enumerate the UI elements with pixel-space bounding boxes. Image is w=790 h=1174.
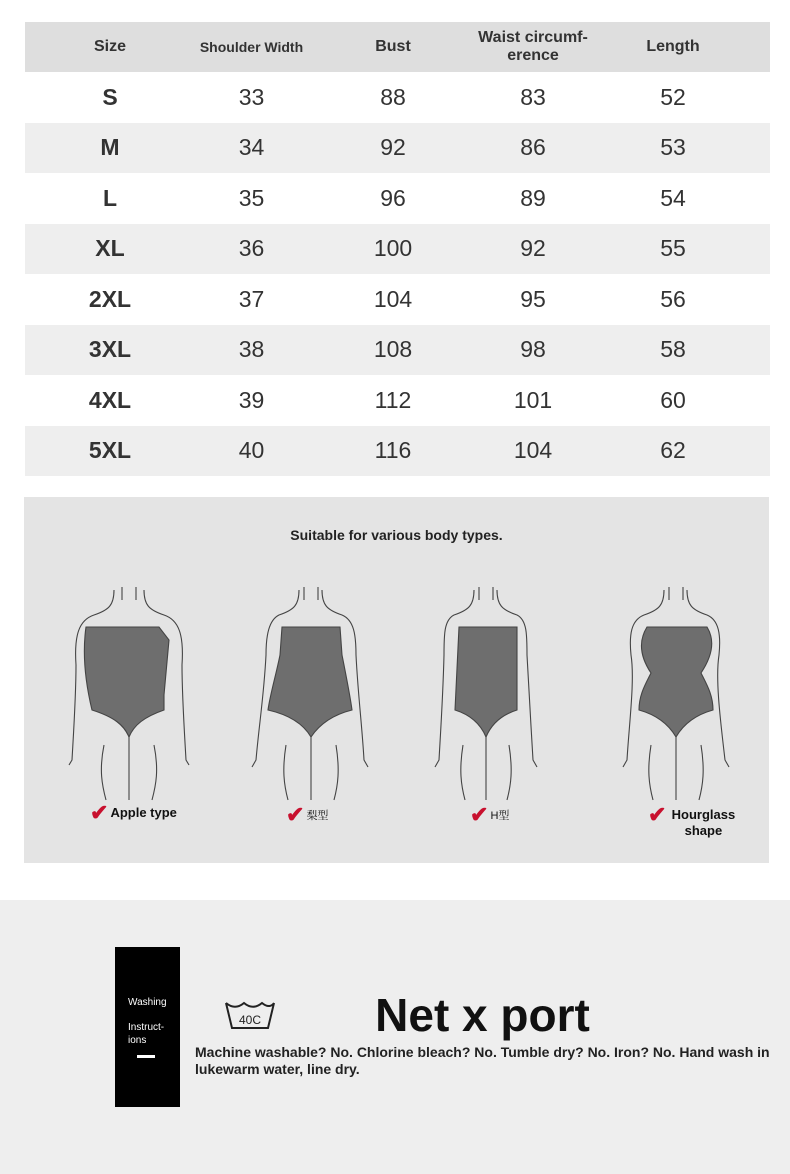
header-bust: Bust: [375, 38, 411, 55]
measurement-cell: 88: [380, 83, 406, 110]
measurement-cell: 36: [238, 235, 265, 262]
table-header: [25, 22, 770, 72]
measurement-cell: 34: [238, 134, 265, 161]
table-row: [25, 173, 770, 224]
measurement-cell: 58: [660, 336, 686, 363]
body-types-panel: [24, 497, 769, 863]
check-icon: ✔: [90, 800, 109, 825]
size-cell: L: [102, 184, 118, 211]
type-label-text: H型: [490, 810, 510, 822]
size-cell: M: [100, 134, 120, 161]
measurement-cell: 39: [238, 386, 265, 413]
measurement-cell: 52: [660, 83, 686, 110]
table-body: [25, 72, 770, 476]
measurement-cell: 116: [374, 437, 412, 464]
measurement-cell: 62: [660, 437, 686, 464]
check-icon: ✔: [470, 802, 489, 827]
measurement-cell: 86: [520, 134, 546, 161]
size-cell: 4XL: [88, 386, 132, 413]
table-row: [25, 274, 770, 325]
size-cell: 3XL: [88, 336, 132, 363]
header-waist: [478, 29, 588, 65]
size-cell: S: [102, 83, 118, 110]
measurement-cell: 60: [660, 386, 686, 413]
size-cell: 5XL: [88, 437, 132, 464]
measurement-cell: 89: [520, 184, 546, 211]
measurement-cell: 104: [513, 437, 553, 464]
check-icon: ✔: [648, 802, 667, 827]
type-label-pear: [286, 802, 329, 827]
check-icon: ✔: [286, 802, 305, 827]
measurement-cell: 100: [373, 235, 413, 262]
brand-name: Net x port: [375, 989, 590, 1041]
type-label-text: 梨型: [306, 810, 329, 822]
size-cell: XL: [95, 235, 125, 262]
type-label-hourglass: [648, 802, 738, 839]
wash-temp-text: 40C: [238, 1013, 262, 1027]
type-label-text: Hourglass shape: [671, 807, 736, 838]
measurement-cell: 38: [238, 336, 265, 363]
measurement-cell: 83: [520, 83, 546, 110]
measurement-cell: 112: [374, 386, 412, 413]
measurement-cell: 40: [238, 437, 265, 464]
type-label-apple: [90, 800, 177, 825]
washing-badge-bar: [137, 1055, 155, 1058]
washing-badge-subtitle: Instruct-ions: [128, 1022, 165, 1046]
measurement-cell: 92: [520, 235, 546, 262]
measurement-cell: 96: [380, 184, 406, 211]
measurement-cell: 55: [660, 235, 686, 262]
measurement-cell: 56: [660, 285, 686, 312]
washing-section: [0, 900, 790, 1174]
header-waist-line1: Waist circumf-: [478, 29, 588, 46]
wash-instructions: Machine washable? No. Chlorine bleach? No. Tumble dry? No. Iron? No. Hand wash in lukewarm water, line dry.: [195, 1044, 770, 1077]
hourglass-figure: [609, 585, 739, 805]
type-label-text: Apple type: [110, 805, 177, 820]
pear-figure: [244, 585, 374, 805]
wash-40c-icon: [224, 1000, 276, 1035]
measurement-cell: 92: [380, 134, 406, 161]
measurement-cell: 104: [373, 285, 413, 312]
body-types-title: Suitable for various body types.: [290, 527, 503, 543]
measurement-cell: 101: [513, 386, 553, 413]
h-figure: [419, 585, 549, 805]
apple-figure: [64, 585, 194, 805]
washing-badge: [115, 947, 180, 1107]
size-cell: 2XL: [88, 285, 132, 312]
type-label-h: [470, 802, 510, 827]
table-row: [25, 426, 770, 477]
header-shoulder: Shoulder Width: [199, 39, 304, 55]
measurement-cell: 37: [238, 285, 265, 312]
measurement-cell: 33: [238, 83, 265, 110]
measurement-cell: 95: [520, 285, 546, 312]
washing-badge-title: Washing: [128, 997, 167, 1008]
table-row: [25, 123, 770, 174]
table-row: [25, 224, 770, 275]
measurement-cell: 108: [373, 336, 413, 363]
header-length: Length: [646, 38, 700, 55]
header-waist-line2: erence: [507, 47, 559, 64]
header-size: Size: [93, 38, 126, 55]
measurement-cell: 54: [660, 184, 686, 211]
table-row: [25, 375, 770, 426]
measurement-cell: 53: [660, 134, 686, 161]
measurement-cell: 35: [238, 184, 265, 211]
table-row: [25, 325, 770, 376]
measurement-cell: 98: [520, 336, 546, 363]
table-row: [25, 72, 770, 123]
size-table: [25, 22, 770, 476]
